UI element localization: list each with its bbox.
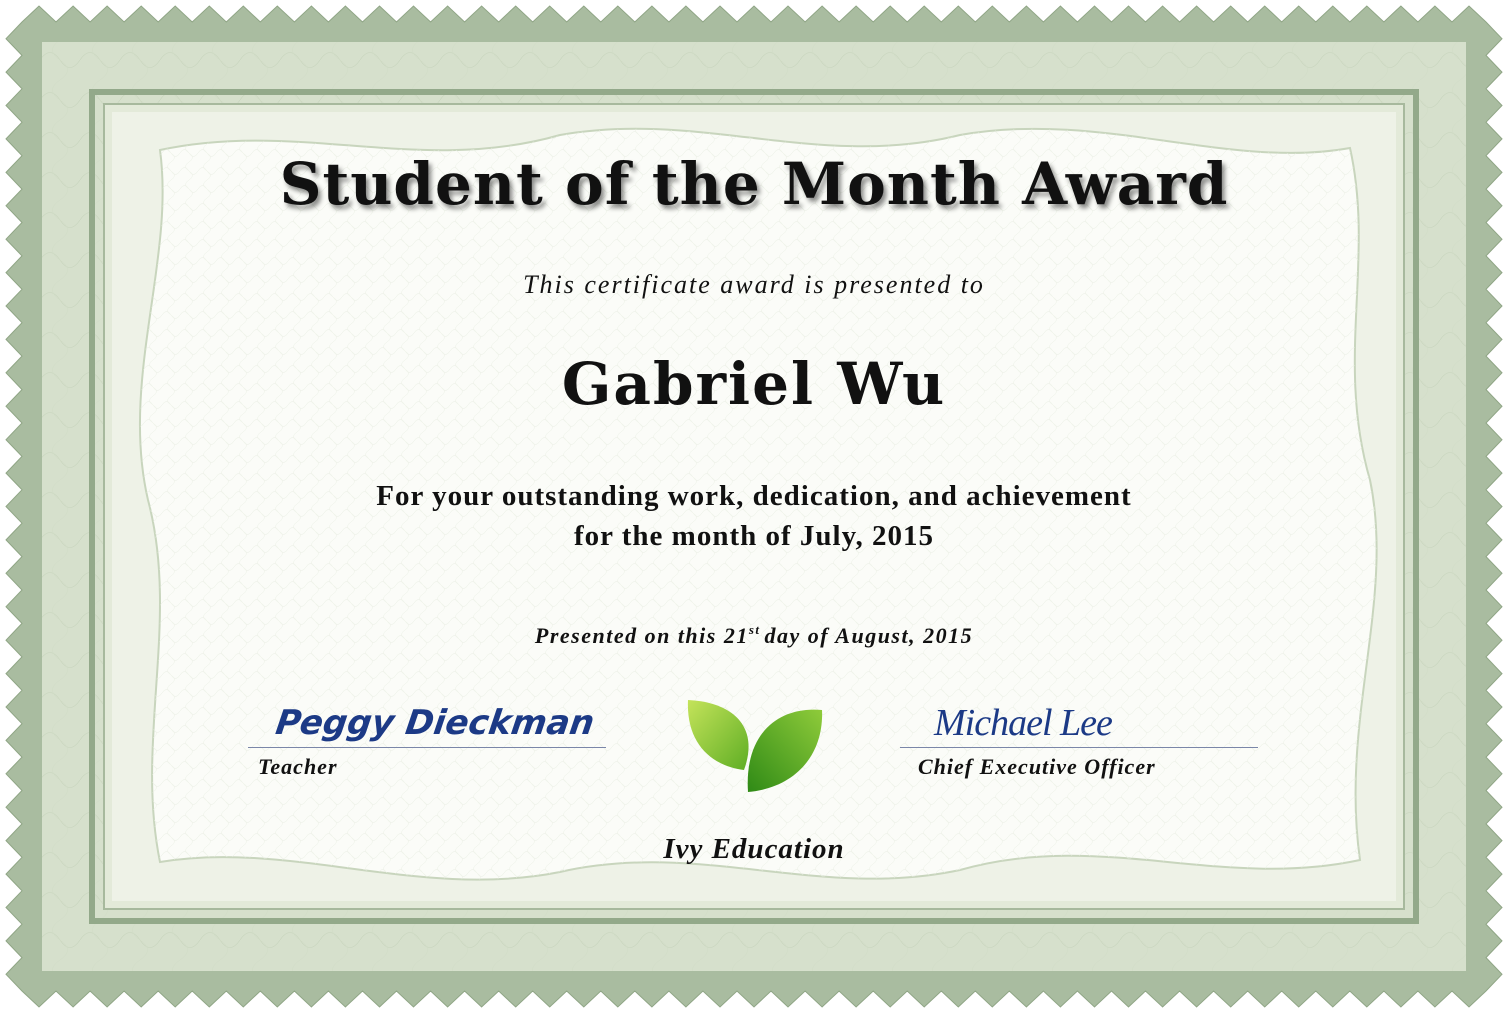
- signature-role-ceo: Chief Executive Officer: [918, 754, 1156, 779]
- date-prefix: Presented on this 21: [534, 623, 749, 648]
- signature-role-teacher: Teacher: [258, 754, 338, 779]
- signature-ceo: Michael Lee: [934, 702, 1112, 744]
- award-reason: [0, 476, 1508, 556]
- date-ordinal-suffix: st: [748, 622, 761, 637]
- leaf-sprout-icon: [682, 696, 828, 796]
- certificate-title: Student of the Month Award: [279, 150, 1229, 218]
- signature-line: [900, 747, 1258, 748]
- date-suffix: day of August, 2015: [764, 623, 974, 648]
- award-reason-line-1: For your outstanding work, dedication, and achievement: [376, 480, 1132, 512]
- signature-line: [248, 747, 606, 748]
- recipient-name: Gabriel Wu: [561, 350, 947, 418]
- presentation-date: [0, 622, 1508, 649]
- signature-teacher: Peggy Dieckman: [273, 703, 597, 743]
- organization-name: Ivy Education: [663, 833, 845, 865]
- award-reason-line-2: for the month of July, 2015: [574, 520, 934, 552]
- presented-to-text: This certificate award is presented to: [523, 270, 985, 299]
